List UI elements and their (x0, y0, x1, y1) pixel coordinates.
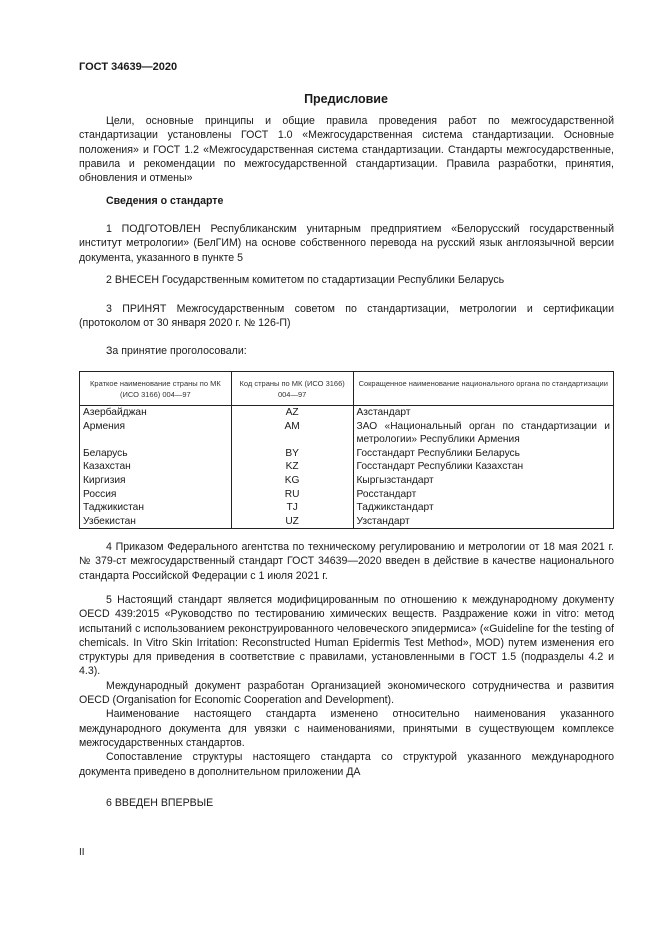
code-cell: KG (231, 474, 353, 488)
country-cell: Казахстан (80, 460, 232, 474)
body-cell: Азстандарт (353, 406, 614, 420)
body-cell: ЗАО «Национальный орган по стандартизации и метрологии» Республики Армения (353, 420, 614, 447)
document-code-header: ГОСТ 34639—2020 (79, 61, 178, 73)
body-cell: Таджикстандарт (353, 501, 614, 515)
table-row (80, 447, 614, 461)
table-header-row (80, 372, 614, 406)
intro-paragraph (79, 114, 614, 185)
item-4-text: 4 Приказом Федерального агентства по техническому регулированию и метрологии от 18 мая 2021 г. № 379-ст межгосударственный стандарт ГОСТ 34639—2020 введен в действие в качестве национального стандарта Российской Федерации с 1 июля 2021 г. (79, 541, 614, 582)
table-row (80, 406, 614, 420)
code-cell: KZ (231, 460, 353, 474)
item-5-name-text: Наименование настоящего стандарта изменено относительно наименования указанного международного документа для увязки с наименованиями, принятыми в существующем комплексе межгосударственных стандартов. (79, 708, 614, 749)
code-cell: TJ (231, 501, 353, 515)
column-header-body: Сокращенное наименование национального органа по стандартизации (353, 372, 614, 406)
item-5-structure-text: Сопоставление структуры настоящего стандарта со структурой указанного международного документа приведено в дополнительном приложении ДА (79, 751, 614, 778)
voted-label: За принятие проголосовали: (106, 345, 247, 357)
column-header-code: Код страны по МК (ИСО 3166) 004—97 (231, 372, 353, 406)
country-cell: Армения (80, 420, 232, 447)
table-row (80, 460, 614, 474)
item-3-text: 3 ПРИНЯТ Межгосударственным советом по стандартизации, метрологии и сертификации (протоколом от 30 января 2020 г. № 126-П) (79, 303, 614, 330)
code-cell: AM (231, 420, 353, 447)
table-row (80, 501, 614, 515)
table-row (80, 515, 614, 529)
country-cell: Узбекистан (80, 515, 232, 529)
body-cell: Кыргызстандарт (353, 474, 614, 488)
table-row (80, 474, 614, 488)
item-1-paragraph (79, 222, 614, 265)
body-cell: Госстандарт Республики Беларусь (353, 447, 614, 461)
item-2-text: 2 ВНЕСЕН Государственным комитетом по стадартизации Республики Беларусь (106, 274, 505, 286)
country-cell: Беларусь (80, 447, 232, 461)
country-cell: Азербайджан (80, 406, 232, 420)
section-heading: Сведения о стандарте (106, 195, 224, 207)
code-cell: AZ (231, 406, 353, 420)
item-6-text: 6 ВВЕДЕН ВПЕРВЫЕ (106, 797, 214, 809)
item-1-text: 1 ПОДГОТОВЛЕН Республиканским унитарным предприятием «Белорусский государственный институт метрологии» (БелГИМ) на основе собственного перевода на русский язык англоязычной версии документа, указанного в пункте 5 (79, 223, 614, 264)
country-cell: Россия (80, 488, 232, 502)
item-5-text: 5 Настоящий стандарт является модифицированным по отношению к международному документу OECD 439:2015 «Руководство по тестированию химических веществ. Раздражение кожи in vitro: метод испытаний с использованием реконструированного человеческого эпидермиса» («Guideline for the testing of chemicals. In Vitro Skin Irritation: Reconstructed Human Epidermis Test Method», MOD) путем изменения его структуры для приведения в соответствие с правилами, установленными в ГОСТ 1.5 (подразделы 4.2 и 4.3). (79, 594, 614, 678)
item-2-paragraph (79, 273, 614, 287)
table-row (80, 420, 614, 447)
code-cell: RU (231, 488, 353, 502)
body-cell: Госстандарт Республики Казахстан (353, 460, 614, 474)
country-cell: Таджикистан (80, 501, 232, 515)
page-title: Предисловие (304, 92, 388, 106)
item-4-paragraph (79, 540, 614, 583)
countries-table (79, 371, 614, 529)
column-header-country: Краткое наименование страны по МК (ИСО 3166) 004—97 (80, 372, 232, 406)
item-5-paragraph (79, 593, 614, 779)
body-cell: Росстандарт (353, 488, 614, 502)
country-cell: Киргизия (80, 474, 232, 488)
code-cell: BY (231, 447, 353, 461)
table-row (80, 488, 614, 502)
body-cell: Узстандарт (353, 515, 614, 529)
intro-text: Цели, основные принципы и общие правила проведения работ по межгосударственной стандартизации установлены ГОСТ 1.0 «Межгосударственная система стандартизации. Основные положения» и ГОСТ 1.2 «Межгосударственная система стандартизации. Стандарты межгосударственные, правила и рекомендации по межгосударственной стандартизации. Правила разработки, принятия, обновления и отмены» (79, 115, 614, 185)
item-3-paragraph (79, 302, 614, 331)
code-cell: UZ (231, 515, 353, 529)
page-number: II (79, 847, 85, 858)
item-5-origin-text: Международный документ разработан Организацией экономического сотрудничества и развития OECD (Organisation for Economic Cooperation and Development). (79, 679, 614, 707)
